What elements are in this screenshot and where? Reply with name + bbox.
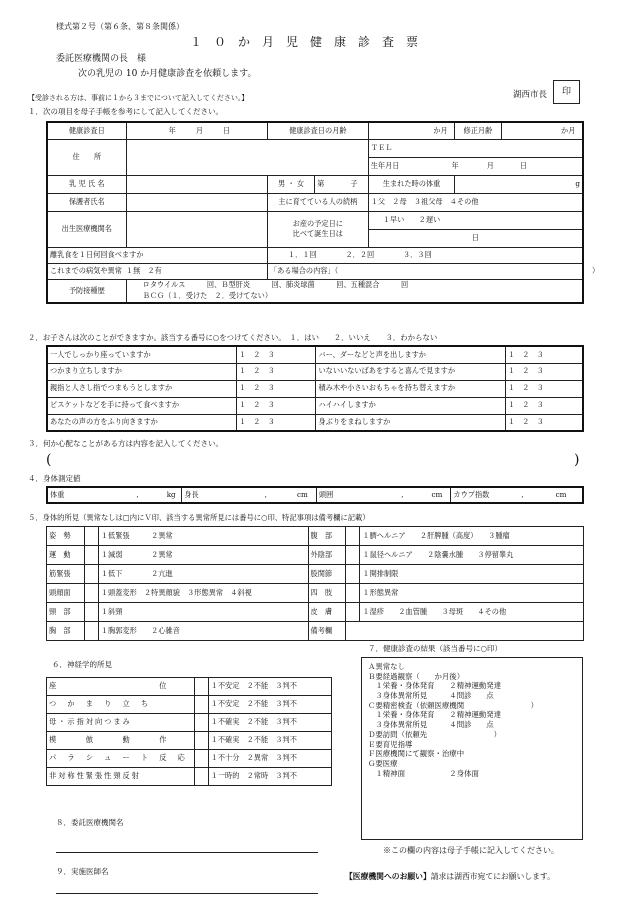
birth-year: 年 bbox=[451, 160, 459, 170]
q2-right-label: バー、ダーなどと声を出しますか bbox=[316, 346, 505, 363]
child-name-field[interactable] bbox=[126, 175, 267, 193]
checkbox[interactable] bbox=[194, 678, 208, 696]
q2-left-label: 一人でしっかり座っていますか bbox=[47, 346, 236, 363]
findings-row bbox=[47, 622, 584, 641]
vaccine-line-2: ＢＣＧ（１．受けた ２．受けてない） bbox=[142, 290, 273, 300]
q2-left-label: あなたの声の方をふり向きますか bbox=[47, 414, 236, 431]
neuro-row bbox=[47, 750, 332, 768]
day-label: 日 bbox=[223, 125, 231, 135]
addressee: 委託医療機関の長 様 bbox=[56, 54, 147, 64]
findings-right-options[interactable]: １開排制限 bbox=[360, 565, 584, 584]
result-option[interactable]: Ｄ要訪問（依頼先 ） bbox=[368, 729, 502, 739]
neuro-label: 模 倣 動 作 bbox=[47, 732, 195, 750]
age-unit: か月 bbox=[433, 125, 448, 135]
relation-label: 主に育てている人の続柄 bbox=[267, 193, 368, 211]
q2-row bbox=[47, 363, 583, 380]
findings-left-options[interactable]: １胸郭変形 ２心雑音 bbox=[98, 622, 308, 641]
section-4-title: ４．身体測定値 bbox=[28, 474, 81, 483]
findings-right-label: 股関節 bbox=[308, 565, 346, 584]
order-prefix: 第 bbox=[317, 178, 325, 188]
checkbox[interactable] bbox=[194, 732, 208, 750]
checkbox[interactable] bbox=[84, 603, 98, 622]
result-option[interactable]: Ｂ要経過観察（ か月後） bbox=[368, 671, 465, 681]
due-options[interactable]: １早い ２遅い bbox=[368, 211, 583, 229]
kaup-comma: , bbox=[521, 489, 524, 499]
findings-right-options[interactable]: １形態異常 bbox=[360, 584, 584, 603]
request-text: 次の乳児の 10 か月健康診査を依頼します。 bbox=[78, 69, 257, 79]
year-label: 年 bbox=[168, 125, 176, 135]
doctor-line[interactable] bbox=[56, 893, 318, 894]
section-5-title: ５．身体的所見（異常なしは□内にＶ印、該当する異常所見には番号に○印、特記事項は備考欄に記載） bbox=[28, 513, 370, 522]
cm-unit: cm bbox=[296, 489, 308, 499]
q2-left-label: 親指と人さし指でつまもうとしますか bbox=[47, 380, 236, 397]
checkbox[interactable] bbox=[346, 584, 360, 603]
order-suffix: 子 bbox=[350, 178, 358, 188]
findings-row bbox=[47, 603, 584, 622]
hospital-label: 出生医療機関名 bbox=[47, 211, 126, 247]
note-bottom bbox=[345, 873, 555, 882]
q2-right-options[interactable]: １ ２ ３ bbox=[505, 397, 583, 414]
note-top: 【受診される方は、事前に１から３までについて記入してください。】 bbox=[28, 94, 249, 102]
neuro-row bbox=[47, 678, 332, 696]
neuro-options[interactable]: １不確実 ２不能 ３判不 bbox=[208, 732, 331, 750]
q2-left-options[interactable]: １ ２ ３ bbox=[236, 397, 316, 414]
checkbox[interactable] bbox=[346, 527, 360, 546]
vaccine-label: 予防接種歴 bbox=[47, 279, 126, 303]
illness-detail[interactable]: 「ある場合の内容」（ ） bbox=[267, 263, 583, 279]
findings-right-label: 皮 膚 bbox=[308, 603, 346, 622]
checkbox[interactable] bbox=[84, 622, 98, 641]
result-option[interactable]: Ｅ要育児指導 bbox=[368, 739, 413, 749]
address-label: 住 所 bbox=[47, 139, 126, 175]
result-option[interactable]: Ａ異常なし bbox=[368, 662, 405, 671]
note-bottom-bold: 【医療機関へのお願い】 bbox=[345, 872, 431, 881]
concerns-input[interactable] bbox=[60, 454, 565, 468]
result-option[interactable]: Ｃ要精密検査（依頼医療機関 ） bbox=[368, 700, 538, 710]
findings-left-label: 運 動 bbox=[47, 546, 85, 565]
findings-left-label: 姿 勢 bbox=[47, 527, 85, 546]
age-label: 健康診査日の月齢 bbox=[267, 122, 368, 139]
form-title: １ ０ か 月 児 健 康 診 査 票 bbox=[190, 35, 419, 49]
findings-left-options[interactable]: １低緊張 ２異常 bbox=[98, 527, 308, 546]
sex-field[interactable]: 男 ・ 女 bbox=[267, 175, 314, 193]
q2-row bbox=[47, 397, 583, 414]
illness-detail-label: 「ある場合の内容」（ bbox=[269, 265, 339, 275]
days-unit: 日 bbox=[471, 232, 479, 242]
result-sub-option[interactable]: ３身体異常所見 ４問診 点 bbox=[368, 720, 494, 730]
note-mch-handbook: ※この欄の内容は母子手帳に記入してください。 bbox=[383, 846, 559, 855]
due-label-2: 比べて誕生日は bbox=[292, 229, 343, 238]
tel-field[interactable] bbox=[368, 139, 583, 157]
vaccine-line-1: ロタウイルス 回、Ｂ型肝炎 回、肺炎球菌 回、五種混合 回 bbox=[142, 280, 409, 290]
section-2-title: ２．お子さんは次のことができますか。該当する番号に○をつけてください。 １．はい ２．いいえ ３．わからない bbox=[28, 333, 438, 342]
result-box bbox=[361, 657, 583, 840]
remarks-field[interactable] bbox=[346, 622, 584, 641]
section-6-title: ６．神経学的所見 bbox=[52, 660, 112, 669]
neuro-options[interactable]: １一時的 ２常時 ３判不 bbox=[208, 768, 331, 786]
due-label-1: お産の予定日に bbox=[292, 218, 343, 228]
head-comma: , bbox=[401, 489, 404, 499]
section-1-title: １．次の項目を母子手帳を参考にして記入してください。 bbox=[28, 107, 223, 116]
measurement-table bbox=[46, 486, 584, 504]
q2-row bbox=[47, 414, 583, 431]
neuro-options[interactable]: １不十分 ２異常 ３判不 bbox=[208, 750, 331, 768]
q2-right-options[interactable]: １ ２ ３ bbox=[505, 363, 583, 380]
q2-right-options[interactable]: １ ２ ３ bbox=[505, 414, 583, 431]
head-label: 頭囲 bbox=[318, 489, 334, 499]
findings-right-options[interactable]: １湿疹 ２血管腫 ３母斑 ４その他 bbox=[360, 603, 584, 622]
tel-label: ＴＥＬ bbox=[370, 142, 393, 152]
child-name-label: 乳 児 氏 名 bbox=[47, 175, 126, 193]
guardian-label: 保護者氏名 bbox=[47, 193, 126, 211]
due-days-field[interactable] bbox=[368, 229, 583, 247]
age-field[interactable] bbox=[368, 122, 455, 139]
corrected-age-unit: か月 bbox=[561, 125, 576, 135]
neuro-row bbox=[47, 696, 332, 714]
neuro-label: 座 位 bbox=[47, 678, 195, 696]
address-field[interactable] bbox=[126, 139, 368, 175]
section-7-title: ７．健康診査の結果（該当番号に○印） bbox=[368, 644, 503, 653]
institution-line[interactable] bbox=[56, 852, 318, 853]
vaccine-field[interactable] bbox=[126, 279, 583, 303]
neuro-label: つ か ま り 立 ち bbox=[47, 696, 195, 714]
illness-label bbox=[47, 263, 267, 279]
neuro-label: パ ラ シ ュ ー ト 反 応 bbox=[47, 750, 195, 768]
findings-right-label: 備考欄 bbox=[308, 622, 346, 641]
neuro-findings-table bbox=[46, 677, 332, 786]
result-sub-option[interactable]: １栄養・身体発育 ２精神運動発達 bbox=[368, 710, 502, 720]
findings-left-label: 胸 部 bbox=[47, 622, 85, 641]
result-option[interactable]: Ｆ医療機関にて観察・治療中 bbox=[368, 749, 465, 759]
kg-unit: kg bbox=[166, 489, 176, 499]
checkbox[interactable] bbox=[346, 565, 360, 584]
height-field[interactable] bbox=[182, 487, 317, 503]
findings-row bbox=[47, 527, 584, 546]
findings-left-label: 筋緊張 bbox=[47, 565, 85, 584]
findings-row bbox=[47, 546, 584, 565]
height-label: 身長 bbox=[184, 489, 199, 499]
q2-right-label: いないいないばあをすると喜んで見ますか bbox=[316, 363, 505, 380]
kaup-label: カウプ指数 bbox=[453, 489, 490, 499]
checkbox[interactable] bbox=[84, 546, 98, 565]
birth-weight-label: 生まれた時の体重 bbox=[368, 175, 455, 193]
due-date-label bbox=[267, 211, 368, 247]
checkbox[interactable] bbox=[346, 603, 360, 622]
findings-right-label: 腹 部 bbox=[308, 527, 346, 546]
result-sub-option[interactable]: ３身体異常所見 ４問診 点 bbox=[368, 691, 494, 701]
neuro-options[interactable]: １不安定 ２不能 ３判不 bbox=[208, 696, 331, 714]
checkbox[interactable] bbox=[84, 584, 98, 603]
findings-right-options[interactable]: １鼠径ヘルニア ２陰嚢水腫 ３停留睾丸 bbox=[360, 546, 584, 565]
neuro-row bbox=[47, 732, 332, 750]
weight-comma: , bbox=[136, 489, 139, 499]
neuro-options[interactable]: １不確実 ２不能 ３判不 bbox=[208, 714, 331, 732]
findings-right-options[interactable]: １臍ヘルニア ２肝脾腫（高度） ３腫瘤 bbox=[360, 527, 584, 546]
illness-text: これまでの病気や異常 bbox=[50, 265, 122, 275]
section-3-title: ３．何か心配なことがある方は内容を記入してください。 bbox=[28, 439, 223, 448]
exam-date-field[interactable] bbox=[126, 122, 267, 139]
birth-label: 生年月日 bbox=[370, 160, 400, 170]
weaning-options[interactable]: １．１回 ２．２回 ３．３回 bbox=[267, 247, 583, 263]
section-8-title: ８．委託医療機関名 bbox=[56, 818, 124, 827]
result-option[interactable]: Ｇ要医療 bbox=[368, 758, 398, 768]
neuro-row bbox=[47, 714, 332, 732]
form-number: 様式第２号（第６条、第８条関係） bbox=[56, 22, 184, 31]
result-sub-option[interactable]: １栄養・身体発育 ２精神運動発達 bbox=[368, 681, 502, 691]
neuro-options[interactable]: １不安定 ２不能 ３判不 bbox=[208, 678, 331, 696]
checkbox[interactable] bbox=[84, 527, 98, 546]
findings-left-label: 頸 部 bbox=[47, 603, 85, 622]
weight-field[interactable] bbox=[47, 487, 182, 503]
q2-left-label: つかまり立ちしますか bbox=[47, 363, 236, 380]
seal-label: 印 bbox=[561, 87, 571, 97]
neuro-row bbox=[47, 768, 332, 786]
hospital-field[interactable] bbox=[126, 211, 267, 247]
birth-order-field[interactable] bbox=[315, 175, 369, 193]
neuro-label: 非対称性緊張性頸反射 bbox=[47, 768, 195, 786]
gram-unit: g bbox=[575, 178, 580, 188]
q2-left-label: ビスケットなどを手に持って食べますか bbox=[47, 397, 236, 414]
section-1-table bbox=[46, 121, 600, 304]
physical-findings-table bbox=[46, 526, 584, 641]
cm-unit-2: cm bbox=[431, 489, 443, 499]
relation-options[interactable]: １父 ２母 ３祖父母 ４その他 bbox=[368, 193, 583, 211]
q2-left-options[interactable]: １ ２ ３ bbox=[236, 363, 316, 380]
birth-date-field[interactable] bbox=[368, 157, 583, 175]
kaup-field[interactable] bbox=[451, 487, 583, 503]
checkbox[interactable] bbox=[84, 565, 98, 584]
section-9-title: ９．実施医師名 bbox=[56, 867, 109, 876]
exam-date-label: 健康診査日 bbox=[47, 122, 126, 139]
checkbox[interactable] bbox=[194, 696, 208, 714]
q2-left-options[interactable]: １ ２ ３ bbox=[236, 346, 316, 363]
birth-month: 月 bbox=[486, 160, 494, 170]
seal-box bbox=[553, 80, 580, 104]
q2-right-label: ハイハイしますか bbox=[316, 397, 505, 414]
cm-unit-3: cm bbox=[555, 489, 567, 499]
q2-right-options[interactable]: １ ２ ３ bbox=[505, 346, 583, 363]
findings-left-options[interactable]: １頭蓋変形 ２特異顔貌 ３形態異常 ４斜視 bbox=[98, 584, 308, 603]
paren-right: ) bbox=[574, 452, 580, 468]
checkbox[interactable] bbox=[194, 714, 208, 732]
findings-row bbox=[47, 584, 584, 603]
checkbox[interactable] bbox=[194, 768, 208, 786]
corrected-age-field[interactable] bbox=[501, 122, 583, 139]
q2-left-options[interactable]: １ ２ ３ bbox=[236, 414, 316, 431]
corrected-age-label: 修正月齢 bbox=[455, 122, 501, 139]
birth-day: 日 bbox=[519, 160, 528, 170]
paren-left: ( bbox=[46, 452, 52, 468]
neuro-label: 母・示指対向つまみ bbox=[47, 714, 195, 732]
q2-right-label: 積み木や小さいおもちゃを持ち替えますか bbox=[316, 380, 505, 397]
findings-left-label: 頭顔面 bbox=[47, 584, 85, 603]
illness-options[interactable]: １無 ２有 bbox=[125, 265, 162, 275]
weaning-label: 離乳食を１日何回食べますか bbox=[47, 247, 267, 263]
q2-left-options[interactable]: １ ２ ３ bbox=[236, 380, 316, 397]
findings-right-label: 四 肢 bbox=[308, 584, 346, 603]
result-sub-option[interactable]: １精神面 ２身体面 bbox=[368, 768, 479, 778]
checkbox[interactable] bbox=[194, 750, 208, 768]
guardian-field[interactable] bbox=[126, 193, 267, 211]
findings-right-label: 外陰部 bbox=[308, 546, 346, 565]
q2-right-label: 身ぶりをまねしますか bbox=[316, 414, 505, 431]
birth-weight-field[interactable] bbox=[455, 175, 583, 193]
section-2-table bbox=[46, 345, 584, 432]
q2-right-options[interactable]: １ ２ ３ bbox=[505, 380, 583, 397]
head-field[interactable] bbox=[316, 487, 451, 503]
month-label: 月 bbox=[195, 125, 204, 135]
weight-label: 体重 bbox=[50, 489, 65, 499]
height-comma: , bbox=[264, 489, 267, 499]
findings-left-options[interactable]: １減弱 ２異常 bbox=[98, 546, 308, 565]
q2-row bbox=[47, 380, 583, 397]
checkbox[interactable] bbox=[346, 546, 360, 565]
q2-row bbox=[47, 346, 583, 363]
findings-left-options[interactable]: １低下 ２亢進 bbox=[98, 565, 308, 584]
note-bottom-text: 請求は湖西市宛てにお願いします。 bbox=[430, 872, 555, 881]
findings-row bbox=[47, 565, 584, 584]
mayor-label: 湖西市長 bbox=[513, 90, 548, 100]
findings-left-options[interactable]: １斜頸 bbox=[98, 603, 308, 622]
